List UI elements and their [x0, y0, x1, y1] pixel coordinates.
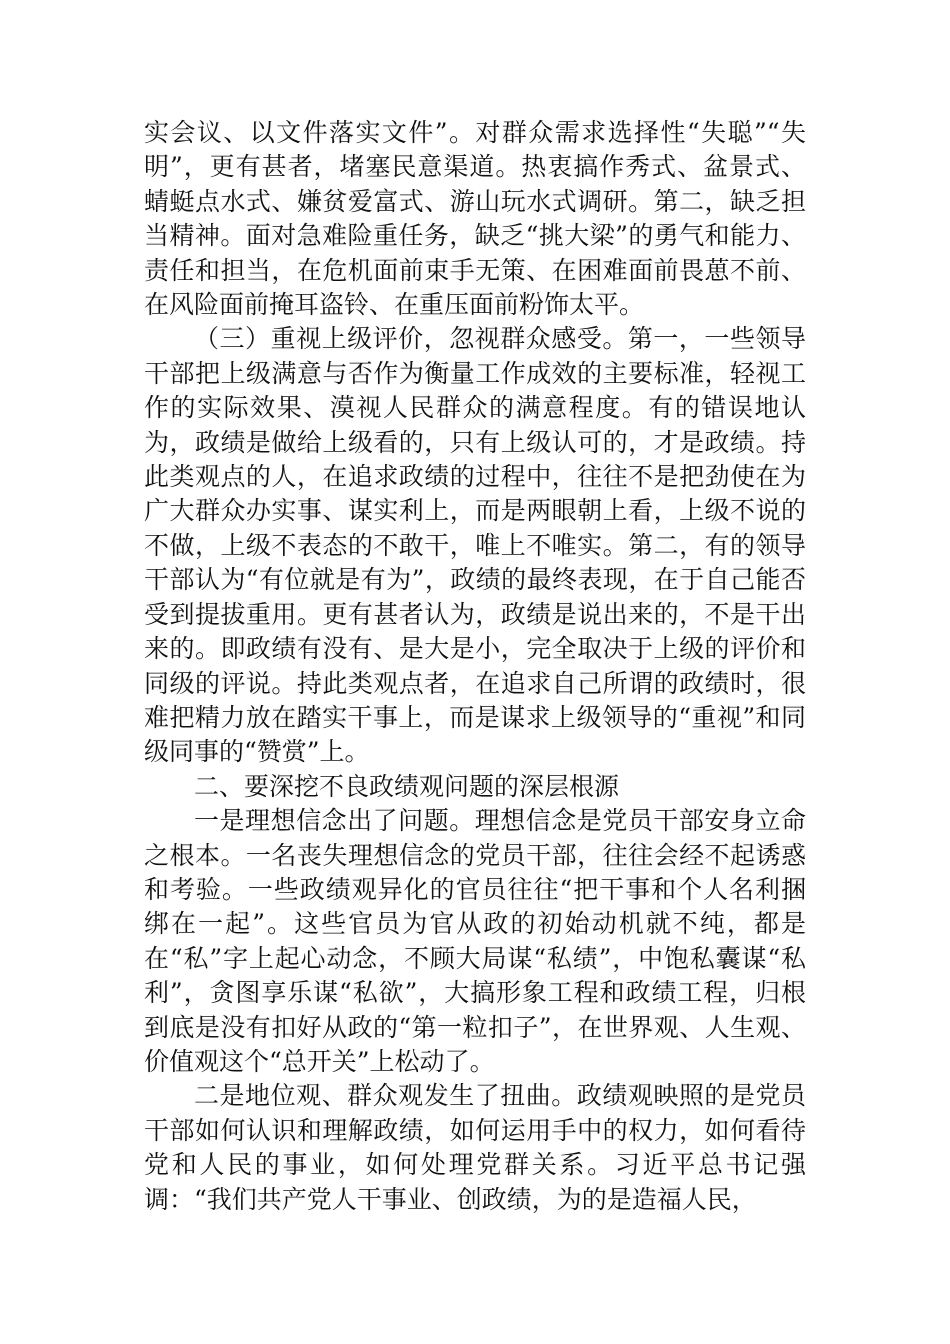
section-heading: 二、要深挖不良政绩观问题的深层根源 [194, 771, 620, 801]
document-page [144, 116, 806, 1217]
paragraph-3: 一是理想信念出了问题。理想信念是党员干部安身立命之根本。一名丧失理想信念的党员干部，往往会经不起诱惑和考验。一些政绩观异化的官员往往“把干事和个人名利捆绑在一起”。这些官员为官从政的初始动机就不纯，都是在“私”字上起心动念，不顾大局谋“私绩”，中饱私囊谋“私利”，贪图享乐谋“私欲”，大搞形象工程和政绩工程，归根到底是没有扣好从政的“第一粒扣子”，在世界观、人生观、价值观这个“总开关”上松动了。 [144, 806, 806, 1076]
paragraph-2: （三）重视上级评价，忽视群众感受。第一，一些领导干部把上级满意与否作为衡量工作成效的主要标准，轻视工作的实际效果、漠视人民群众的满意程度。有的错误地认为，政绩是做给上级看的，只有上级认可的，才是政绩。持此类观点的人，在追求政绩的过程中，往往不是把劲使在为广大群众办实事、谋实利上，而是两眼朝上看，上级不说的不做，上级不表态的不敢干，唯上不唯实。第二，有的领导干部认为“有位就是有为”，政绩的最终表现，在于自己能否受到提拔重用。更有甚者认为，政绩是说出来的，不是干出来的。即政绩有没有、是大是小，完全取决于上级的评价和同级的评说。持此类观点者，在追求自己所谓的政绩时，很难把精力放在踏实干事上，而是谋求上级领导的“重视”和同级同事的“赞赏”上。 [144, 324, 806, 767]
paragraph-4: 二是地位观、群众观发生了扭曲。政绩观映照的是党员干部如何认识和理解政绩，如何运用手中的权力，如何看待党和人民的事业，如何处理党群关系。习近平总书记强调：“我们共产党人干事业、创政绩，为的是造福人民， [144, 1081, 806, 1214]
paragraph-1: 实会议、以文件落实文件”。对群众需求选择性“失聪”“失明”，更有甚者，堵塞民意渠道。热衷搞作秀式、盆景式、蜻蜓点水式、嫌贫爱富式、游山玩水式调研。第二，缺乏担当精神。面对急难险重任务，缺乏“挑大梁”的勇气和能力、责任和担当，在危机面前束手无策、在困难面前畏葸不前、在风险面前掩耳盗铃、在重压面前粉饰太平。 [144, 118, 806, 320]
